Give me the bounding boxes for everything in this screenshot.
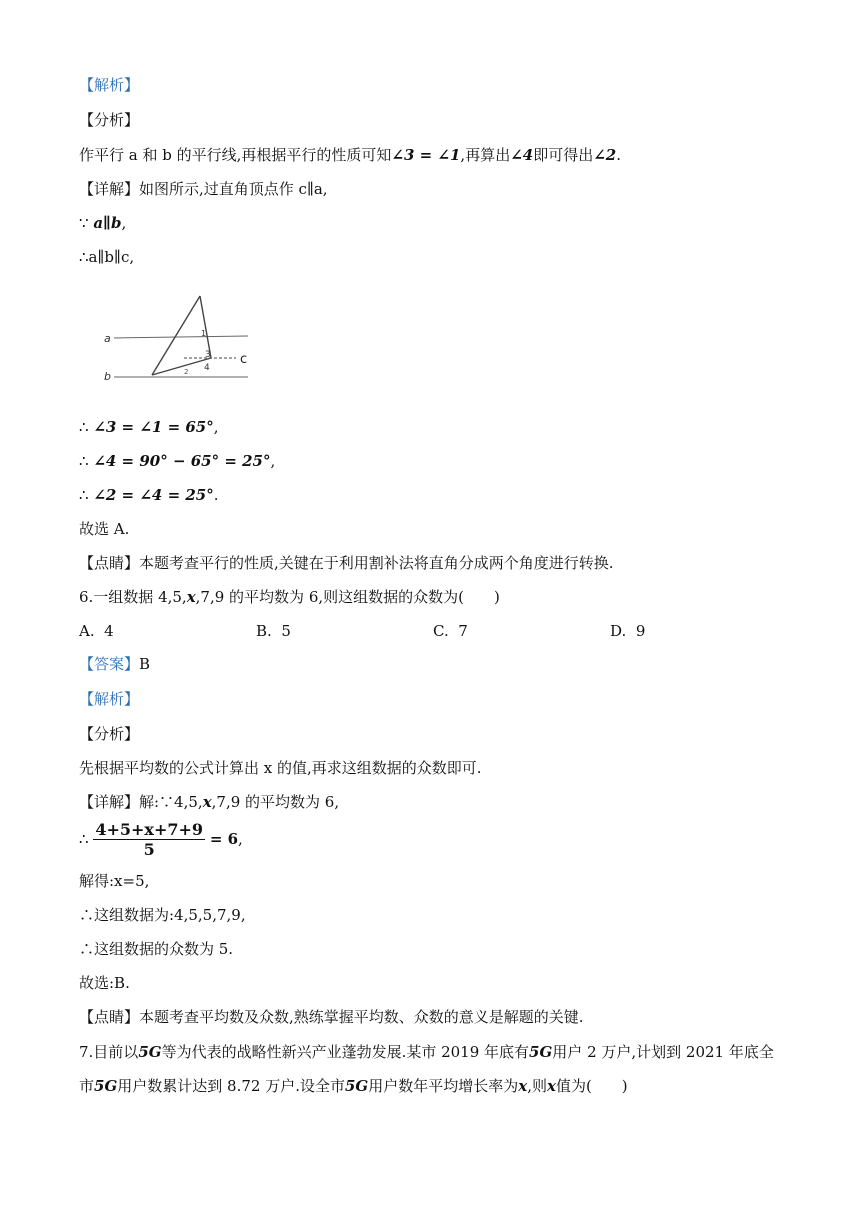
text-segment: 作平行 a 和 b 的平行线,再根据平行的性质可知 — [79, 146, 392, 164]
option-label: B. — [256, 622, 272, 640]
fraction-line — [79, 818, 243, 860]
option-value: 9 — [635, 622, 646, 640]
label-angle-1: 1 — [201, 329, 207, 338]
math-expression: ∠4 = 90° − 65° = 25° — [93, 452, 271, 470]
text-segment: 用户数累计达到 8.72 万户.设全市 — [117, 1077, 345, 1095]
math-5g: 5G — [94, 1077, 118, 1095]
option-value: 7 — [458, 622, 468, 640]
analysis-heading-2: 【解析】 — [79, 690, 140, 708]
solve-line: 解得:x=5, — [79, 872, 150, 890]
step-line-1 — [79, 417, 219, 437]
fraction — [93, 820, 205, 860]
text-segment: ,7,9 的平均数为 6,则这组数据的众数为( ) — [195, 588, 500, 606]
option-b — [256, 621, 291, 641]
math-5g: 5G — [344, 1077, 369, 1095]
choose-line-2: 故选:B. — [79, 974, 130, 992]
label-angle-2: 2 — [184, 368, 189, 376]
text-segment: 【详解】解:∵4,5, — [79, 793, 203, 811]
parallel-lines-figure — [100, 290, 260, 385]
text-segment: , — [213, 418, 219, 436]
text-segment: , — [238, 830, 243, 848]
math-expression: ∠4 — [510, 146, 534, 164]
text-segment: ,7,9 的平均数为 6, — [211, 793, 340, 811]
math-expression: ∠2 = ∠4 = 25° — [93, 486, 214, 504]
detail-text-1: 【详解】如图所示,过直角顶点作 c∥a, — [79, 180, 328, 198]
text-segment: 用户 2 万户,计划到 2021 年底全 — [552, 1043, 774, 1061]
mode-line: ∴这组数据的众数为 5. — [79, 940, 234, 958]
analysis-heading: 【解析】 — [79, 76, 140, 94]
analysis-text-2: 先根据平均数的公式计算出 x 的值,再求这组数据的众数即可. — [79, 759, 482, 777]
text-segment: . — [213, 486, 219, 504]
text-segment: 值为( ) — [555, 1077, 628, 1095]
math-expression: a∥b — [93, 214, 122, 232]
text-segment: , — [121, 214, 127, 232]
math-5g: 5G — [529, 1043, 553, 1061]
option-value: 4 — [104, 622, 114, 640]
math-variable: x — [546, 1077, 556, 1095]
math-variable: x — [202, 793, 212, 811]
comment-line-1: 【点睛】本题考查平行的性质,关键在于利用割补法将直角分成两个角度进行转换. — [79, 554, 614, 572]
label-b: b — [104, 370, 111, 383]
text-segment: , — [270, 452, 276, 470]
math-variable: x — [186, 588, 196, 606]
label-c: c — [240, 352, 248, 367]
text-segment: 市 — [79, 1077, 95, 1095]
fenxi-heading: 【分析】 — [79, 111, 140, 129]
text-segment: ,则 — [527, 1077, 547, 1095]
fenxi-heading-2: 【分析】 — [79, 725, 140, 743]
figure-svg — [100, 290, 260, 385]
fraction-denominator: 5 — [143, 840, 155, 859]
math-variable: x — [518, 1077, 528, 1095]
question-7-line-2 — [79, 1076, 628, 1096]
text-segment: 即可得出 — [533, 146, 594, 164]
math-5g: 5G — [138, 1043, 162, 1061]
choose-line-1: 故选 A. — [79, 520, 130, 538]
therefore-symbol: ∴ — [79, 418, 89, 436]
therefore-symbol: ∴ — [79, 452, 89, 470]
detail-text-2 — [79, 792, 339, 812]
text-segment: 6.一组数据 4,5, — [79, 588, 187, 606]
step-line-3 — [79, 485, 219, 505]
answer-value: B — [139, 655, 151, 673]
math-expression: ∠3 = ∠1 — [391, 146, 461, 164]
text-segment: 7.目前以 — [79, 1043, 139, 1061]
option-label: D. — [610, 622, 627, 640]
option-label: A. — [79, 622, 95, 640]
label-angle-3: 3 — [205, 350, 211, 360]
therefore-line-1: ∴a∥b∥c, — [79, 248, 135, 266]
math-expression: ∠2 — [593, 146, 617, 164]
label-a: a — [104, 332, 111, 345]
math-expression: ∠3 = ∠1 = 65° — [93, 418, 214, 436]
option-value: 5 — [281, 622, 291, 640]
math-expression: = 6 — [209, 830, 239, 848]
analysis-text-1 — [79, 145, 621, 165]
option-c — [433, 621, 468, 641]
option-a — [79, 621, 114, 641]
question-7-line-1 — [79, 1042, 774, 1062]
text-segment: . — [616, 146, 622, 164]
because-symbol: ∵ — [79, 214, 89, 232]
label-angle-4: 4 — [204, 363, 210, 373]
therefore-symbol: ∴ — [79, 486, 89, 504]
option-d — [610, 621, 645, 641]
because-line — [79, 213, 126, 233]
text-segment: 用户数年平均增长率为 — [368, 1077, 519, 1095]
answer-tag: 【答案】 — [79, 655, 140, 673]
line-a — [114, 336, 248, 338]
fraction-numerator: 4+5+x+7+9 — [95, 820, 204, 839]
text-segment: 等为代表的战略性新兴产业蓬勃发展.某市 2019 年底有 — [161, 1043, 530, 1061]
triangle-side-right — [200, 296, 211, 358]
answer-line — [79, 654, 150, 674]
text-segment: ,再算出 — [460, 146, 511, 164]
data-list-line: ∴这组数据为:4,5,5,7,9, — [79, 906, 246, 924]
option-label: C. — [433, 622, 449, 640]
therefore-symbol: ∴ — [79, 830, 89, 848]
step-line-2 — [79, 451, 275, 471]
question-6 — [79, 587, 500, 607]
comment-line-2: 【点睛】本题考查平均数及众数,熟练掌握平均数、众数的意义是解题的关键. — [79, 1008, 584, 1026]
